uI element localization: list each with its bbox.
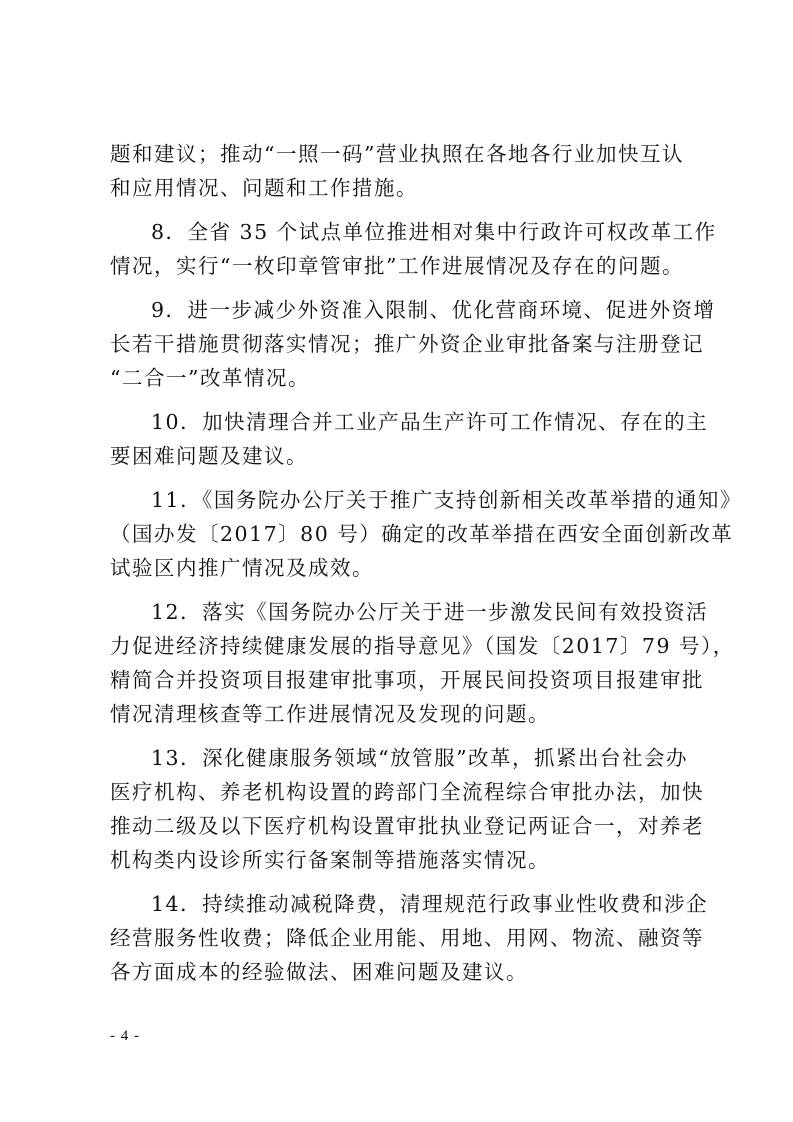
paragraph-item-12 <box>110 595 735 731</box>
paragraph-line: 各方面成本的经验做法、困难问题及建议。 <box>110 960 528 984</box>
paragraph-line: 试验区内推广情况及成效。 <box>110 556 374 580</box>
paragraph-line: 机构类内设诊所实行备案制等措施落实情况。 <box>110 848 550 872</box>
paragraph-line: 长若干措施贯彻落实情况；推广外资企业审批备案与注册登记 <box>110 332 704 356</box>
paragraph-line: 10．加快清理合并工业产品生产许可工作情况、存在的主 <box>151 410 709 434</box>
paragraph-line: 医疗机构、养老机构设置的跨部门全流程综合审批办法，加快 <box>110 780 704 804</box>
paragraph-line: 题和建议；推动“一照一码”营业执照在各地各行业加快互认 <box>110 142 684 166</box>
paragraph-line: 12．落实《国务院办公厅关于进一步激发民间有效投资活 <box>151 600 709 624</box>
paragraph-item-10 <box>110 405 709 473</box>
page-number: - 4 - <box>110 1028 140 1044</box>
paragraph-line: 14．持续推动减税降费，清理规范行政事业性收费和涉企 <box>151 892 709 916</box>
paragraph-line: 精简合并投资项目报建审批事项，开展民间投资项目报建审批 <box>110 668 704 692</box>
paragraph-line: 力促进经济持续健康发展的指导意见》（国发〔2017〕79 号）， <box>110 634 735 658</box>
paragraph-line: “二合一”改革情况。 <box>110 366 310 390</box>
paragraph-line: 推动二级及以下医疗机构设置审批执业登记两证合一，对养老 <box>110 814 704 838</box>
paragraph-line: 情况，实行“一枚印章管审批”工作进展情况及存在的问题。 <box>110 254 684 278</box>
paragraph-line: 情况清理核查等工作进展情况及发现的问题。 <box>110 702 550 726</box>
paragraph-line: 要困难问题及建议。 <box>110 444 308 468</box>
paragraph-item-9 <box>110 293 716 395</box>
paragraph-item-8 <box>110 215 717 283</box>
paragraph-item-11 <box>110 483 742 585</box>
paragraph-line: （国办发〔2017〕80 号）确定的改革举措在西安全面创新改革 <box>110 522 734 546</box>
paragraph-line: 和应用情况、问题和工作措施。 <box>110 176 418 200</box>
paragraph-line: 13．深化健康服务领域“放管服”改革，抓紧出台社会办 <box>151 746 689 770</box>
paragraph-item-13 <box>110 741 704 877</box>
paragraph-line: 9．进一步减少外资准入限制、优化营商环境、促进外资增 <box>151 298 716 322</box>
paragraph-line: 经营服务性收费；降低企业用能、用地、用网、物流、融资等 <box>110 926 704 950</box>
paragraph-line: 8．全省 35 个试点单位推进相对集中行政许可权改革工作 <box>151 220 717 244</box>
paragraph-item-14 <box>110 887 709 989</box>
document-body <box>110 137 742 999</box>
paragraph-item-7-continued <box>110 137 690 205</box>
paragraph-line: 11．《国务院办公厅关于推广支持创新相关改革举措的通知》 <box>151 488 742 512</box>
